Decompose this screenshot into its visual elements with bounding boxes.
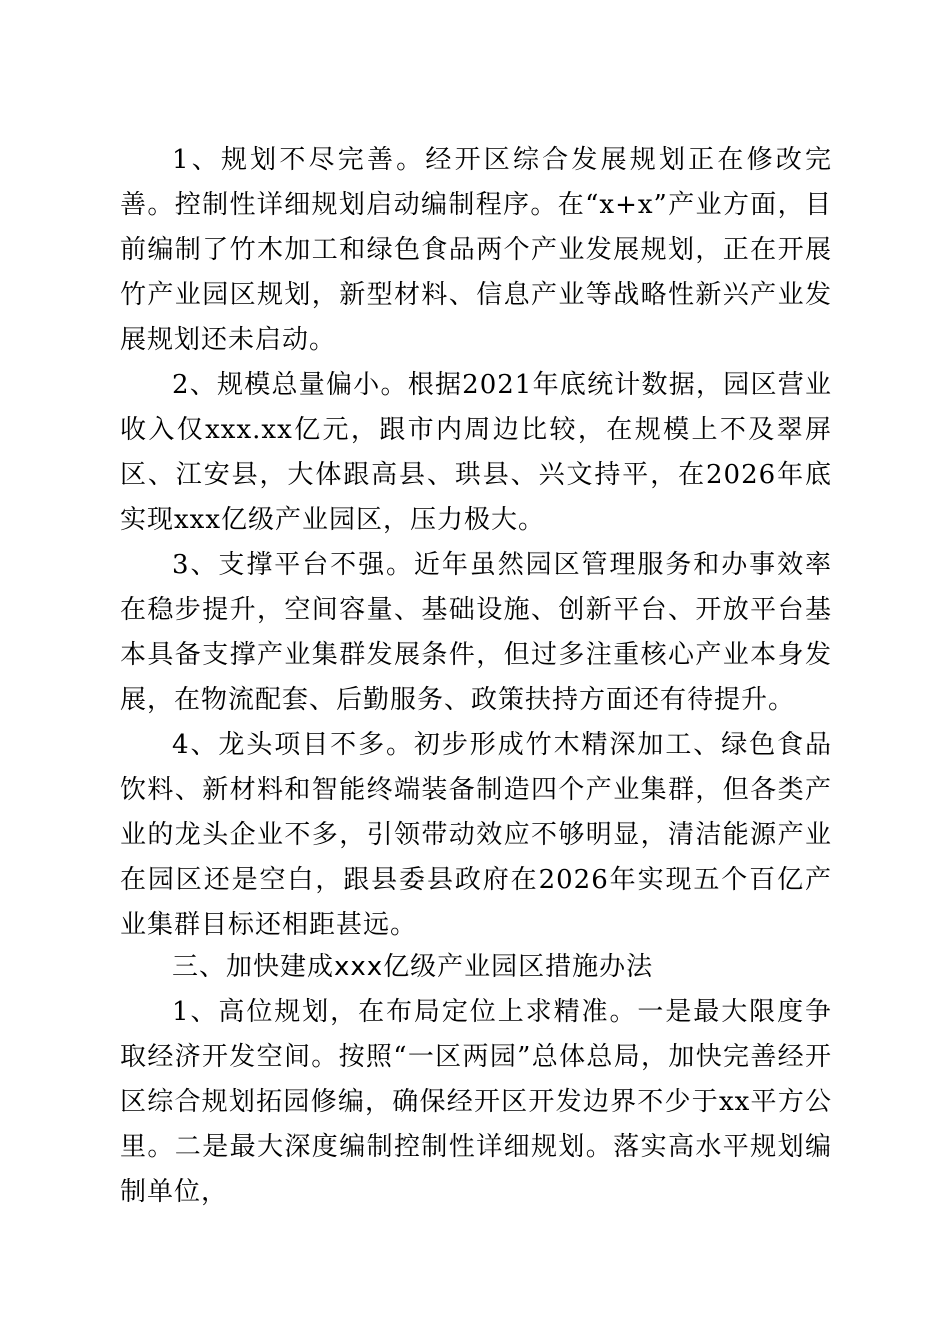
paragraph-platform-weak: 3、支撑平台不强。近年虽然园区管理服务和办事效率在稳步提升，空间容量、基础设施、创新平台、开放平台基本具备支撑产业集群发展条件，但过多注重核心产业本身发展，在物流配套、后勤服务、政策扶持方面还有待提升。: [120, 550, 832, 715]
paragraph-high-level-planning: 1、高位规划，在布局定位上求精准。一是最大限度争取经济开发空间。按照“一区两园”总体总局，加快完善经开区综合规划拓园修编，确保经开区开发边界不少于xx平方公里。二是最大深度编制控制性详细规划。落实高水平规划编制单位，: [120, 997, 832, 1207]
section-heading: 三、加快建成xxx亿级产业园区措施办法: [172, 952, 654, 982]
paragraph-planning-incomplete: 1、规划不尽完善。经开区综合发展规划正在修改完善。控制性详细规划启动编制程序。在“x+x”产业方面，目前编制了竹木加工和绿色食品两个产业发展规划，正在开展竹产业园区规划，新型材料、信息产业等战略性新兴产业发展规划还未启动。: [120, 145, 832, 355]
paragraph-scale-small: 2、规模总量偏小。根据2021年底统计数据，园区营业收入仅xxx.xx亿元，跟市内周边比较，在规模上不及翠屏区、江安县，大体跟高县、珙县、兴文持平，在2026年底实现xxx亿级产业园区，压力极大。: [120, 370, 832, 535]
paragraph-leading-projects-few: 4、龙头项目不多。初步形成竹木精深加工、绿色食品饮料、新材料和智能终端装备制造四个产业集群，但各类产业的龙头企业不多，引领带动效应不够明显，清洁能源产业在园区还是空白，跟县委县政府在2026年实现五个百亿产业集群目标还相距甚远。: [120, 730, 832, 940]
